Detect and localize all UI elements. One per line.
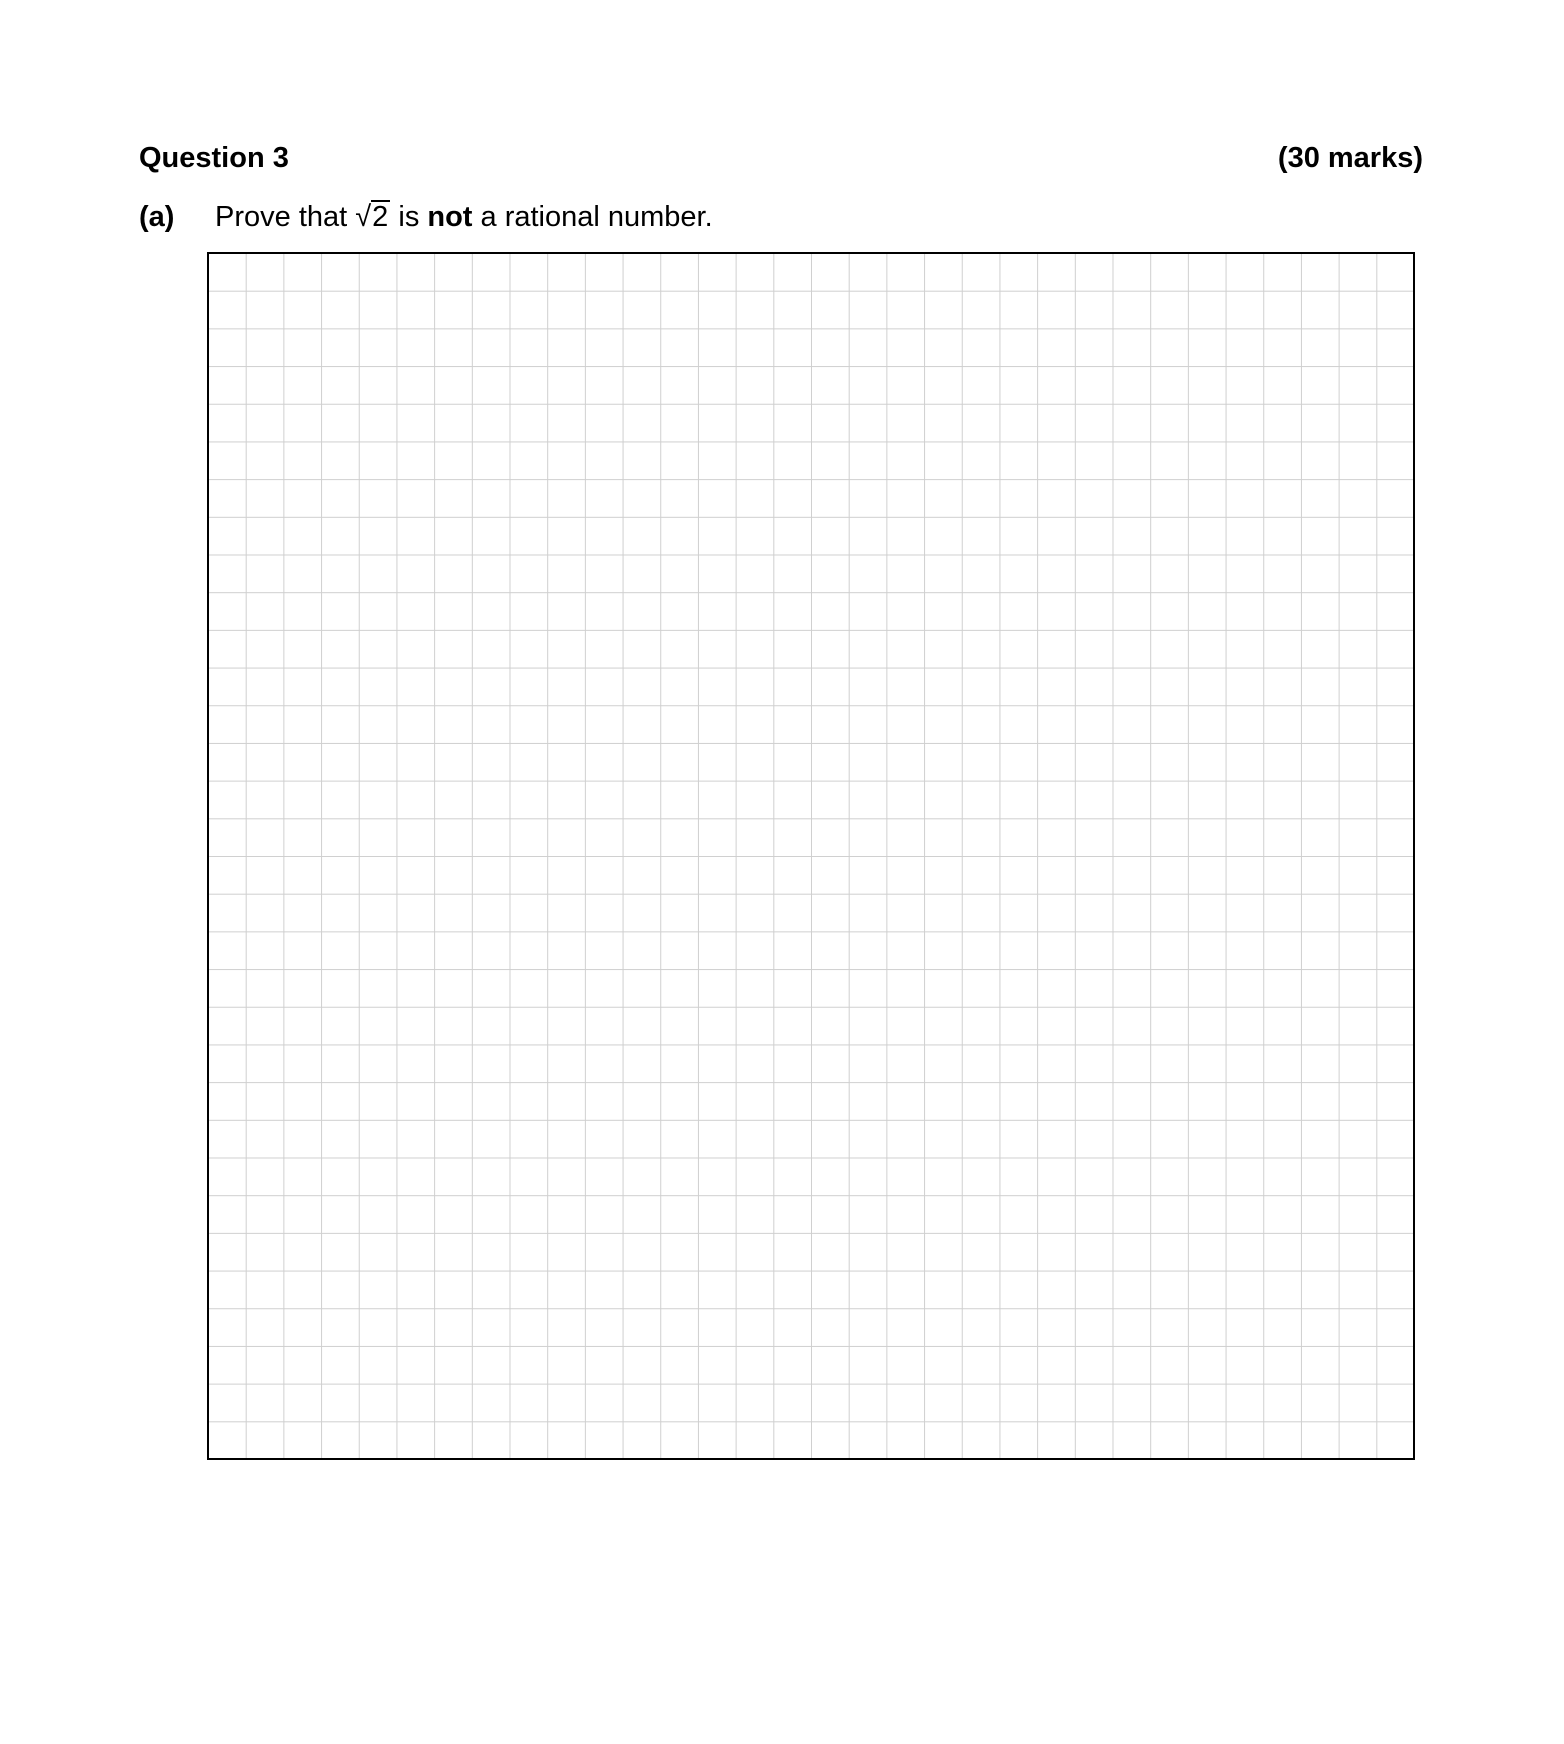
part-a-text-after: a rational number. xyxy=(472,201,713,233)
question-marks: (30 marks) xyxy=(1277,142,1423,174)
square-root-expression xyxy=(355,200,390,234)
part-a-question-text xyxy=(215,200,713,234)
square-root-radicand: 2 xyxy=(372,201,389,233)
part-a-text-middle: is xyxy=(390,201,428,233)
part-a-bold-word: not xyxy=(427,201,473,233)
answer-grid-box[interactable] xyxy=(207,252,1415,1460)
square-root-symbol: √ xyxy=(355,201,372,233)
part-a-label: (a) xyxy=(139,201,175,233)
question-title: Question 3 xyxy=(139,142,289,174)
part-a-text-before: Prove that xyxy=(215,201,356,233)
